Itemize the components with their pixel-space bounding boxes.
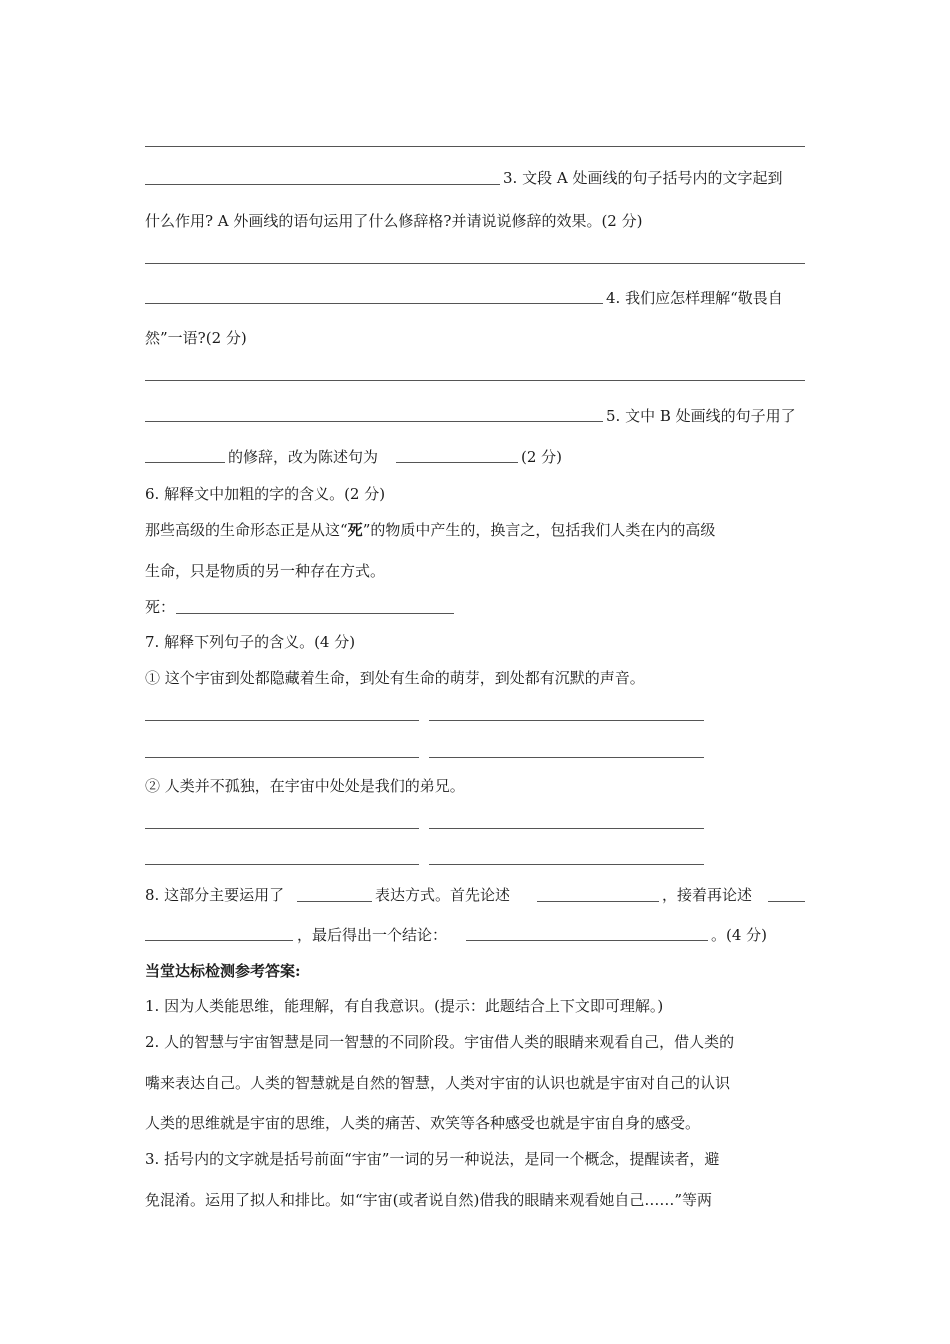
question-8-part-b: 表达方式。首先论述 <box>375 886 511 904</box>
answer-2-line1: 2. 人的智慧与宇宙智慧是同一智慧的不同阶段。宇宙借人类的眼睛来观看自己，借人类的 <box>145 1033 735 1051</box>
question-3-line1: 3. 文段 A 处画线的句子括号内的文字起到 <box>503 169 783 187</box>
question-7-item2: ② 人类并不孤独，在宇宙中处处是我们的弟兄。 <box>145 777 465 795</box>
question-3-line2: 什么作用? A 外画线的语句运用了什么修辞格?并请说说修辞的效果。(2 分) <box>145 212 643 230</box>
question-5-line1: 5. 文中 B 处画线的句子用了 <box>606 407 796 425</box>
answer-line[interactable] <box>429 828 704 829</box>
sentence-part: ”的物质中产生的，换言之，包括我们人类在内的高级 <box>362 521 716 539</box>
answer-line[interactable] <box>145 421 603 422</box>
question-8-part-e: 。(4 分) <box>711 926 768 944</box>
answer-3-line2: 免混淆。运用了拟人和排比。如“宇宙(或者说自然)借我的眼睛来观看她自己……”等两 <box>145 1191 713 1209</box>
answer-line[interactable] <box>145 184 500 185</box>
blank-conclusion[interactable] <box>466 940 708 941</box>
question-7-title: 7. 解释下列句子的含义。(4 分) <box>145 633 356 651</box>
question-8-part-a: 8. 这部分主要运用了 <box>145 886 285 904</box>
question-8-part-c: ，接着再论述 <box>662 886 753 904</box>
answer-line[interactable] <box>429 720 704 721</box>
answer-line[interactable] <box>145 146 805 147</box>
answer-line[interactable] <box>145 757 419 758</box>
answer-2-line2: 嘴来表达自己。人类的智慧就是自然的智慧，人类对宇宙的认识也就是宇宙对自己的认识 <box>145 1074 731 1092</box>
blank-first[interactable] <box>537 901 659 902</box>
blank-rhetoric[interactable] <box>145 462 225 463</box>
answer-1: 1. 因为人类能思维，能理解，有自我意识。(提示：此题结合上下文即可理解。) <box>145 997 664 1015</box>
answer-2-line3: 人类的思维就是宇宙的思维，人类的痛苦、欢笑等各种感受也就是宇宙自身的感受。 <box>145 1114 701 1132</box>
question-6-answer-label: 死： <box>145 598 176 616</box>
question-8-part-d: ，最后得出一个结论： <box>297 926 448 944</box>
question-6-title: 6. 解释文中加粗的字的含义。(2 分) <box>145 485 386 503</box>
blank-second[interactable] <box>768 901 805 902</box>
answer-line[interactable] <box>145 303 603 304</box>
blank-statement[interactable] <box>396 462 518 463</box>
answer-line[interactable] <box>145 380 805 381</box>
answers-heading: 当堂达标检测参考答案: <box>145 962 301 980</box>
question-4-line1: 4. 我们应怎样理解“敬畏自 <box>606 289 783 307</box>
answer-line[interactable] <box>145 263 805 264</box>
answer-line[interactable] <box>429 864 704 865</box>
answer-line[interactable] <box>176 613 454 614</box>
blank-expression[interactable] <box>297 901 372 902</box>
bold-word: 死 <box>347 521 363 539</box>
answer-line[interactable] <box>145 864 419 865</box>
answer-line[interactable] <box>145 828 419 829</box>
sentence-part: 那些高级的生命形态正是从这“ <box>145 521 348 539</box>
blank-second-cont[interactable] <box>145 940 293 941</box>
question-5-mid: 的修辞，改为陈述句为 <box>228 448 379 466</box>
answer-line[interactable] <box>429 757 704 758</box>
question-6-sentence <box>145 520 715 540</box>
question-5-score: (2 分) <box>521 448 563 466</box>
question-4-line2: 然”一语?(2 分) <box>145 329 247 347</box>
question-7-item1: ① 这个宇宙到处都隐藏着生命，到处有生命的萌芽，到处都有沉默的声音。 <box>145 669 645 687</box>
answer-line[interactable] <box>145 720 419 721</box>
question-6-sentence-cont: 生命，只是物质的另一种存在方式。 <box>145 562 386 580</box>
answer-3-line1: 3. 括号内的文字就是括号前面“宇宙”一词的另一种说法，是同一个概念，提醒读者，避 <box>145 1150 720 1168</box>
